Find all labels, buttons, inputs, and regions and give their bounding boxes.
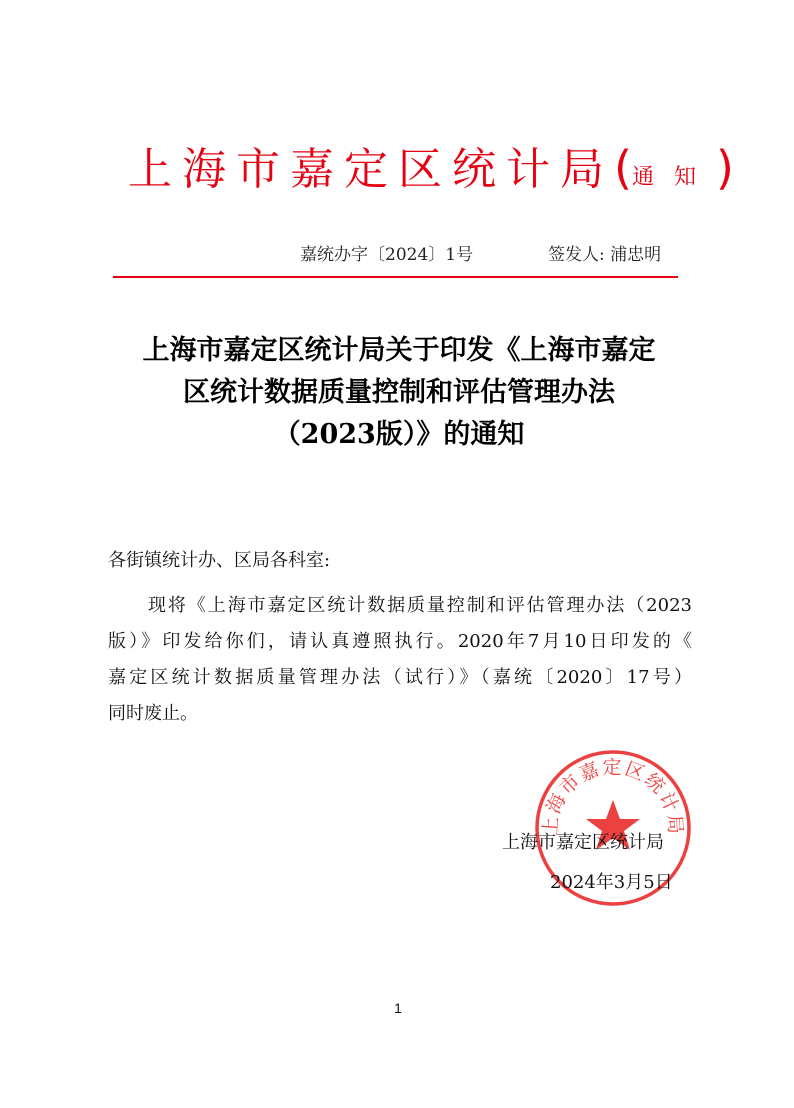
masthead-doc-kind: 通知: [631, 165, 716, 190]
body-line-2: 版）》印发给你们，请认真遵照执行。2020年7月10日印发的《: [108, 631, 692, 652]
body-line-4: 同时废止。: [108, 703, 198, 724]
body-line-3: 嘉定区统计数据质量管理办法（试行）》（嘉统〔2020〕17号）: [108, 667, 692, 688]
seal-text: 上海市嘉定区统计局: [539, 756, 687, 837]
title-line-3: （2023版）》的通知: [273, 419, 525, 450]
page-number: 1: [394, 1000, 402, 1016]
addressee: 各街镇统计办、区局各科室:: [108, 550, 331, 571]
signing-organization: 上海市嘉定区统计局: [502, 832, 664, 853]
masthead-org-name: 上海市嘉定区统计局: [128, 144, 614, 195]
body-paragraph: [108, 588, 692, 732]
title-line-1: 上海市嘉定区统计局关于印发《上海市嘉定: [142, 335, 656, 366]
title-line-2: 区统计数据质量控制和评估管理办法: [183, 377, 615, 408]
red-divider-line: [113, 276, 678, 278]
masthead-paren-open: (: [614, 141, 632, 195]
document-number-line: [300, 240, 700, 270]
body-line-1: 现将《上海市嘉定区统计数据质量控制和评估管理办法（2023: [148, 595, 692, 616]
masthead-paren-close: ): [715, 141, 734, 195]
document-title: [108, 330, 690, 456]
signing-date: 2024年3月5日: [550, 872, 673, 893]
document-masthead: [128, 136, 734, 200]
signer: 签发人: 浦忠明: [548, 245, 662, 265]
document-number: 嘉统办字〔2024〕1号: [300, 245, 474, 265]
